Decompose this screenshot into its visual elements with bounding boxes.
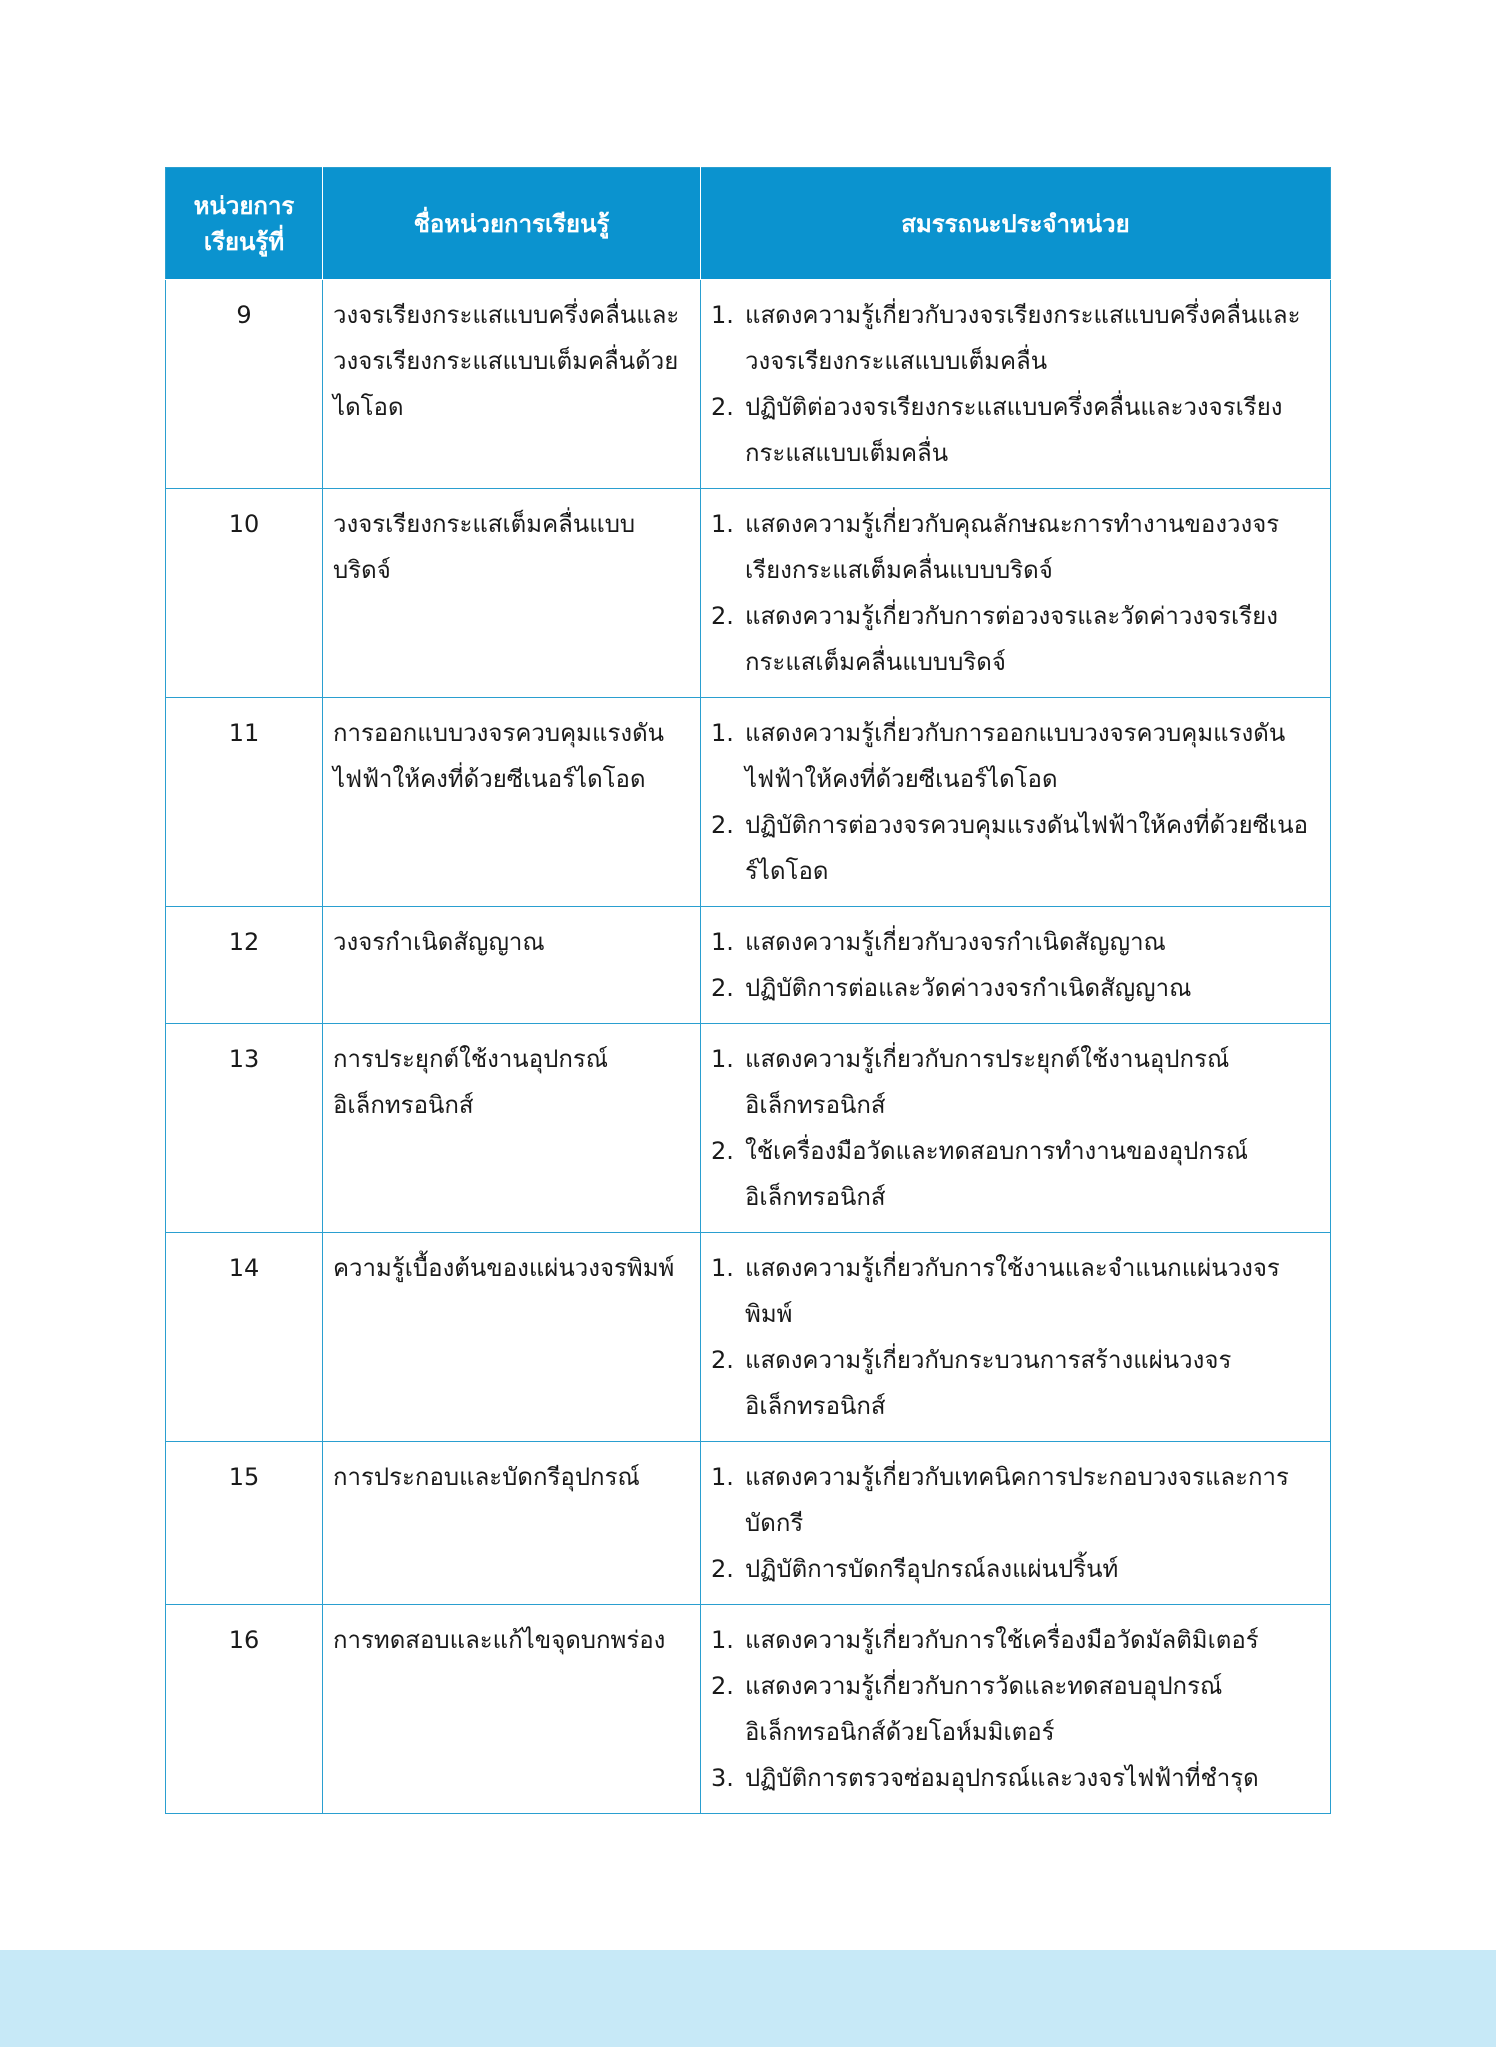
competency-item-text: ปฏิบัติการต่อและวัดค่าวงจรกำเนิดสัญญาณ <box>745 974 1192 1002</box>
table-row <box>166 1442 1331 1605</box>
competency-item <box>711 1454 1320 1546</box>
competency-item-text: แสดงความรู้เกี่ยวกับเทคนิคการประกอบวงจรและการบัดกรี <box>745 1463 1289 1537</box>
unit-name: ความรู้เบื้องต้นของแผ่นวงจรพิมพ์ <box>323 1233 701 1442</box>
competency-item <box>711 1546 1320 1592</box>
competency-item <box>711 593 1320 685</box>
competency-item-number: 2. <box>711 1346 734 1374</box>
competency-item <box>711 965 1320 1011</box>
competency-item-text: ปฏิบัติต่อวงจรเรียงกระแสแบบครึ่งคลื่นและวงจรเรียงกระแสแบบเต็มคลื่น <box>745 393 1283 467</box>
competency-item <box>711 802 1320 894</box>
table-row <box>166 1605 1331 1814</box>
competency-item-number: 1. <box>711 1463 734 1491</box>
competency-item-text: ปฏิบัติการบัดกรีอุปกรณ์ลงแผ่นปริ้นท์ <box>745 1555 1119 1583</box>
table-row <box>166 280 1331 489</box>
table-header <box>166 168 1331 280</box>
competency-item-number: 1. <box>711 928 734 956</box>
competency-item-number: 1. <box>711 1254 734 1282</box>
unit-number: 16 <box>166 1605 323 1814</box>
competency-item <box>711 1755 1320 1801</box>
competency-item-number: 1. <box>711 1045 734 1073</box>
table-row <box>166 489 1331 698</box>
unit-competency <box>701 907 1331 1024</box>
competency-item <box>711 384 1320 476</box>
competency-item-number: 1. <box>711 1626 734 1654</box>
header-unit-no: หน่วยการเรียนรู้ที่ <box>166 168 323 280</box>
competency-item-text: แสดงความรู้เกี่ยวกับคุณลักษณะการทำงานของวงจรเรียงกระแสเต็มคลื่นแบบบริดจ์ <box>745 510 1280 584</box>
unit-name: วงจรเรียงกระแสเต็มคลื่นแบบบริดจ์ <box>323 489 701 698</box>
unit-name: การทดสอบและแก้ไขจุดบกพร่อง <box>323 1605 701 1814</box>
competency-item-text: ปฏิบัติการตรวจซ่อมอุปกรณ์และวงจรไฟฟ้าที่ชำรุด <box>745 1764 1259 1792</box>
unit-name: วงจรกำเนิดสัญญาณ <box>323 907 701 1024</box>
competency-item <box>711 1663 1320 1755</box>
competency-list <box>711 1617 1320 1801</box>
competency-item-number: 2. <box>711 1672 734 1700</box>
header-unit-name: ชื่อหน่วยการเรียนรู้ <box>323 168 701 280</box>
competency-item-text: แสดงความรู้เกี่ยวกับการวัดและทดสอบอุปกรณ์อิเล็กทรอนิกส์ด้วยโอห์มมิเตอร์ <box>745 1672 1223 1746</box>
unit-competency <box>701 489 1331 698</box>
header-competency: สมรรถนะประจำหน่วย <box>701 168 1331 280</box>
competency-item <box>711 710 1320 802</box>
unit-number: 10 <box>166 489 323 698</box>
table-body <box>166 280 1331 1814</box>
competency-list <box>711 1245 1320 1429</box>
competency-item-number: 3. <box>711 1764 734 1792</box>
competency-item-text: แสดงความรู้เกี่ยวกับกระบวนการสร้างแผ่นวงจรอิเล็กทรอนิกส์ <box>745 1346 1232 1420</box>
competency-item-text: แสดงความรู้เกี่ยวกับการออกแบบวงจรควบคุมแรงดันไฟฟ้าให้คงที่ด้วยซีเนอร์ไดโอด <box>745 719 1286 793</box>
competency-item-number: 2. <box>711 602 734 630</box>
unit-number: 15 <box>166 1442 323 1605</box>
competency-item <box>711 1337 1320 1429</box>
footer-band <box>0 1950 1496 2047</box>
unit-competency <box>701 1024 1331 1233</box>
unit-name: การออกแบบวงจรควบคุมแรงดันไฟฟ้าให้คงที่ด้วยซีเนอร์ไดโอด <box>323 698 701 907</box>
unit-name: การประกอบและบัดกรีอุปกรณ์ <box>323 1442 701 1605</box>
competency-item <box>711 1128 1320 1220</box>
unit-number: 12 <box>166 907 323 1024</box>
competency-list <box>711 292 1320 476</box>
competency-item-number: 2. <box>711 974 734 1002</box>
competency-item <box>711 292 1320 384</box>
competency-item-number: 1. <box>711 719 734 747</box>
competency-item-number: 2. <box>711 811 734 839</box>
competency-item-number: 2. <box>711 1555 734 1583</box>
competency-list <box>711 919 1320 1011</box>
unit-number: 11 <box>166 698 323 907</box>
unit-name: วงจรเรียงกระแสแบบครึ่งคลื่นและวงจรเรียงกระแสแบบเต็มคลื่นด้วยไดโอด <box>323 280 701 489</box>
unit-competency <box>701 280 1331 489</box>
header-row <box>166 168 1331 280</box>
unit-competency <box>701 1605 1331 1814</box>
competency-list <box>711 1454 1320 1592</box>
competency-item <box>711 501 1320 593</box>
competency-item <box>711 1617 1320 1663</box>
competency-item-text: แสดงความรู้เกี่ยวกับการใช้งานและจำแนกแผ่นวงจรพิมพ์ <box>745 1254 1280 1328</box>
unit-competency <box>701 1233 1331 1442</box>
table-row <box>166 1024 1331 1233</box>
unit-number: 9 <box>166 280 323 489</box>
competency-list <box>711 1036 1320 1220</box>
competency-item-number: 2. <box>711 1137 734 1165</box>
competency-item-number: 2. <box>711 393 734 421</box>
competency-list <box>711 501 1320 685</box>
competency-item-number: 1. <box>711 301 734 329</box>
unit-competency <box>701 698 1331 907</box>
competency-item <box>711 1036 1320 1128</box>
curriculum-table <box>165 167 1331 1814</box>
competency-item-text: ใช้เครื่องมือวัดและทดสอบการทำงานของอุปกรณ์อิเล็กทรอนิกส์ <box>745 1137 1249 1211</box>
unit-name: การประยุกต์ใช้งานอุปกรณ์อิเล็กทรอนิกส์ <box>323 1024 701 1233</box>
unit-competency <box>701 1442 1331 1605</box>
competency-item-text: ปฏิบัติการต่อวงจรควบคุมแรงดันไฟฟ้าให้คงที่ด้วยซีเนอร์ไดโอด <box>745 811 1309 885</box>
competency-item-text: แสดงความรู้เกี่ยวกับวงจรกำเนิดสัญญาณ <box>745 928 1166 956</box>
competency-item-text: แสดงความรู้เกี่ยวกับการประยุกต์ใช้งานอุปกรณ์อิเล็กทรอนิกส์ <box>745 1045 1230 1119</box>
competency-list <box>711 710 1320 894</box>
table-row <box>166 1233 1331 1442</box>
competency-item-text: แสดงความรู้เกี่ยวกับการใช้เครื่องมือวัดมัลติมิเตอร์ <box>745 1626 1259 1654</box>
unit-number: 14 <box>166 1233 323 1442</box>
competency-item <box>711 1245 1320 1337</box>
table-row <box>166 698 1331 907</box>
competency-item-number: 1. <box>711 510 734 538</box>
competency-item <box>711 919 1320 965</box>
competency-item-text: แสดงความรู้เกี่ยวกับวงจรเรียงกระแสแบบครึ่งคลื่นและวงจรเรียงกระแสแบบเต็มคลื่น <box>745 301 1301 375</box>
table-row <box>166 907 1331 1024</box>
competency-item-text: แสดงความรู้เกี่ยวกับการต่อวงจรและวัดค่าวงจรเรียงกระแสเต็มคลื่นแบบบริดจ์ <box>745 602 1278 676</box>
unit-number: 13 <box>166 1024 323 1233</box>
